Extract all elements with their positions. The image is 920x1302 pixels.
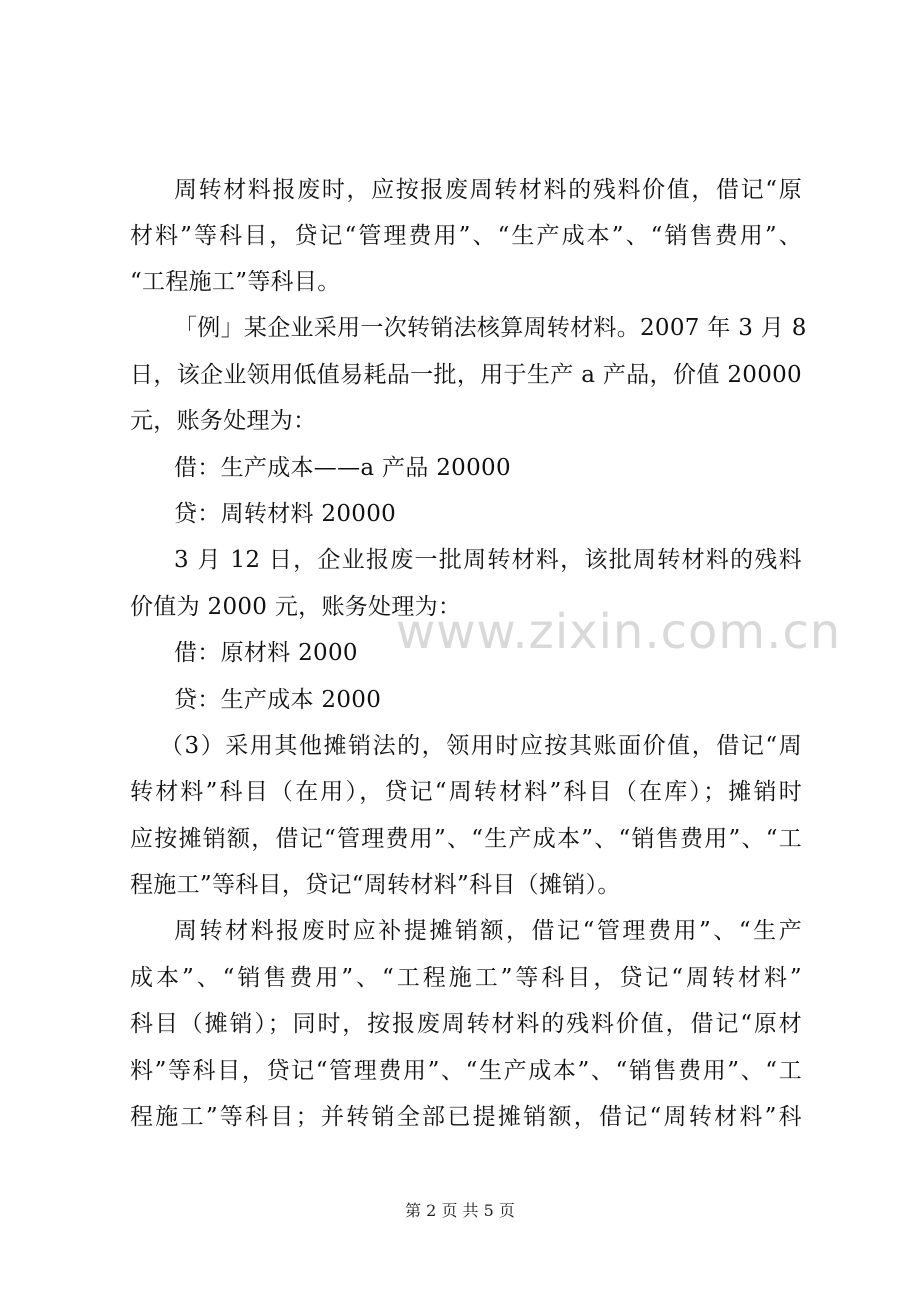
paragraph-line: 转材料”科目（在用），贷记“周转材料”科目（在库）；摊销时 xyxy=(130,779,802,805)
page-number-footer: 第 2 页 共 5 页 xyxy=(405,1201,515,1220)
paragraph-line: 材料”等科目，贷记“管理费用”、“生产成本”、“销售费用”、 xyxy=(130,223,802,249)
watermark: www.zixin.com.cn xyxy=(396,604,842,660)
paragraph-line: 3 月 12 日，企业报废一批周转材料，该批周转材料的残料 xyxy=(174,547,802,573)
paragraph-line: 程施工”等科目；并转销全部已提摊销额，借记“周转材料”科 xyxy=(130,1104,802,1130)
paragraph-line: 科目（摊销）；同时，按报废周转材料的残料价值，借记“原材 xyxy=(130,1011,802,1037)
journal-entry-credit: 贷：周转材料 20000 xyxy=(174,501,397,527)
paragraph-line: 周转材料报废时，应按报废周转材料的残料价值，借记“原 xyxy=(174,177,802,203)
paragraph-line: 元，账务处理为： xyxy=(130,408,317,434)
paragraph-line: 应按摊销额，借记“管理费用”、“生产成本”、“销售费用”、“工 xyxy=(130,826,802,852)
paragraph-line: 周转材料报废时应补提摊销额，借记“管理费用”、“生产 xyxy=(174,918,802,944)
paragraph-line: “工程施工”等科目。 xyxy=(130,269,341,295)
journal-entry-debit: 借：生产成本——a 产品 20000 xyxy=(174,455,511,481)
paragraph-line: 价值为 2000 元，账务处理为： xyxy=(130,594,462,620)
paragraph-line: 日，该企业领用低值易耗品一批，用于生产 a 产品，价值 20000 xyxy=(130,362,802,388)
journal-entry-debit: 借：原材料 2000 xyxy=(174,640,358,666)
paragraph-line: 程施工”等科目，贷记“周转材料”科目（摊销）。 xyxy=(130,872,621,898)
journal-entry-credit: 贷：生产成本 2000 xyxy=(174,687,382,713)
paragraph-line: 「例」某企业采用一次转销法核算周转材料。2007 年 3 月 8 xyxy=(174,315,807,341)
paragraph-line: （3）采用其他摊销法的，领用时应按其账面价值，借记“周 xyxy=(160,733,802,759)
paragraph-line: 料”等科目，贷记“管理费用”、“生产成本”、“销售费用”、“工 xyxy=(130,1058,802,1084)
paragraph-line: 成本”、“销售费用”、“工程施工”等科目，贷记“周转材料” xyxy=(130,965,802,991)
